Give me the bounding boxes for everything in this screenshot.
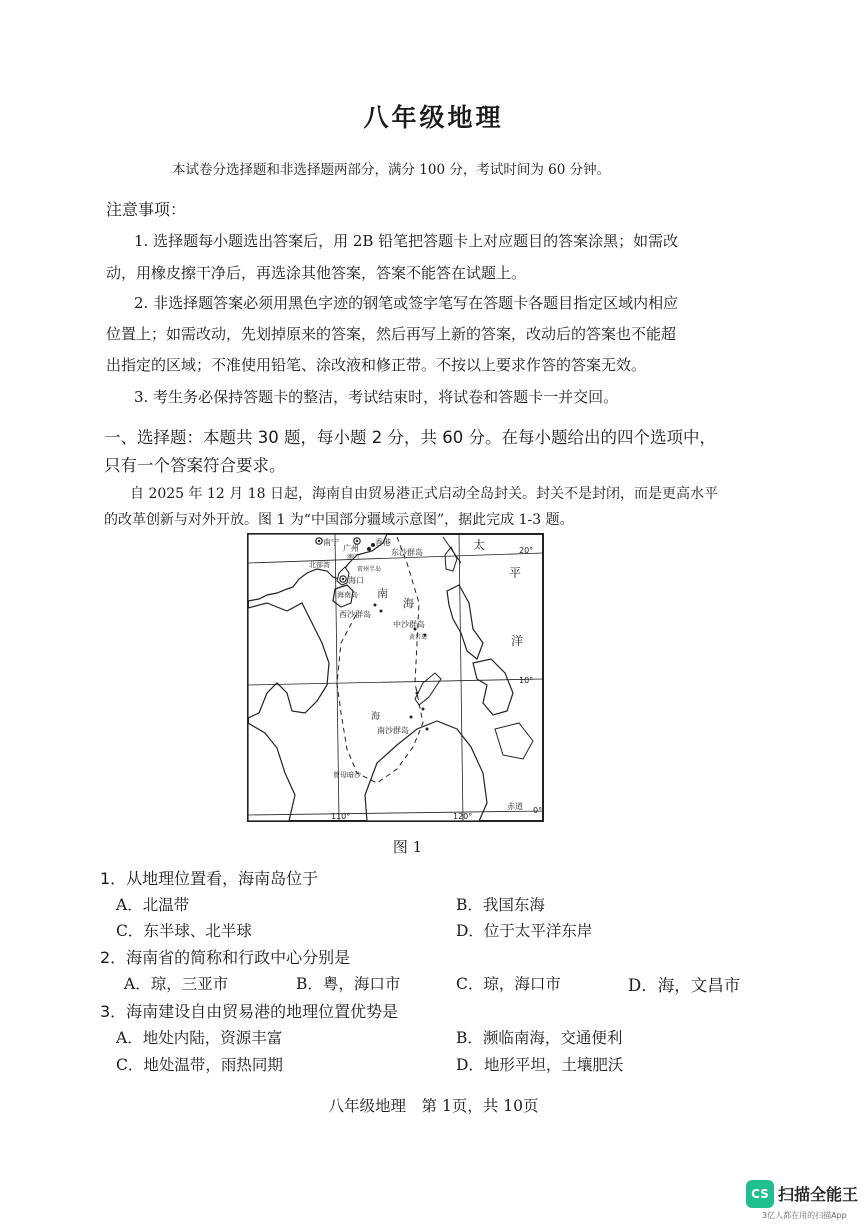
- map-label: 广州: [343, 544, 359, 553]
- page-title: 八年级地理: [363, 103, 504, 132]
- map-label: 120°: [453, 812, 473, 821]
- question-option: D．海，文昌市: [628, 976, 741, 995]
- map-label: 西沙群岛: [339, 610, 371, 619]
- watermark-name: 扫描全能王: [778, 1185, 859, 1204]
- notice-line: 动，用橡皮擦干净后，再选涂其他答案，答案不能答在试题上。: [106, 264, 527, 282]
- map-label: 洋: [511, 634, 524, 648]
- map-label: 海: [371, 712, 381, 722]
- question-option: C．东半球、北半球: [116, 922, 252, 940]
- watermark-subtitle: 3亿人都在用的扫描App: [762, 1211, 847, 1220]
- map-label: 北部湾: [309, 561, 330, 569]
- map-label: 海: [403, 597, 414, 610]
- question-option: C．琼，海口市: [456, 975, 561, 993]
- notice-line: 位置上；如需改动，先划掉原来的答案，然后再写上新的答案，改动后的答案也不能超: [106, 325, 677, 343]
- map-label: 东沙群岛: [391, 548, 423, 557]
- section-heading: 只有一个答案符合要求。: [104, 456, 286, 475]
- context-text: 自 2025 年 12 月 18 日起，海南自由贸易港正式启动全岛封关。封关不是封闭，而是更高水平: [130, 486, 718, 502]
- notice-heading: 注意事项：: [106, 200, 187, 219]
- map-label: 20°: [519, 546, 534, 555]
- question-option: D．位于太平洋东岸: [456, 922, 593, 940]
- map-label: 10°: [519, 676, 534, 685]
- notice-line: 3. 考生务必保持答题卡的整洁，考试结束时，将试卷和答题卡一并交回。: [134, 388, 619, 406]
- section-heading: 一、选择题：本题共 30 题，每小题 2 分，共 60 分。在每小题给出的四个选项中，: [104, 428, 716, 447]
- question-option: B．我国东海: [456, 896, 545, 914]
- map-label: 赤道: [507, 802, 523, 811]
- question-option: C．地处温带，雨热同期: [116, 1056, 283, 1074]
- map-label: 0°: [533, 806, 543, 815]
- question-option: B．粤，海口市: [296, 975, 401, 993]
- question-option: D．地形平坦，土壤肥沃: [456, 1056, 624, 1074]
- question-stem: 1．从地理位置看，海南岛位于: [100, 869, 319, 888]
- map-label: 海口: [348, 576, 364, 585]
- question-option: A．琼，三亚市: [124, 975, 229, 993]
- map-caption: 图 1: [392, 838, 423, 856]
- page-footer: 八年级地理 第 1页，共 10页: [328, 1097, 539, 1115]
- map-label: 黄岩岛: [409, 634, 428, 641]
- map-label: 澳门: [347, 554, 360, 561]
- map-label: 南: [377, 587, 388, 600]
- map-label: 雷州半岛: [357, 566, 382, 573]
- question-stem: 3．海南建设自由贸易港的地理位置优势是: [100, 1002, 399, 1021]
- map-figure: [247, 533, 544, 822]
- map-label: 海南岛: [337, 591, 358, 599]
- exam-intro: 本试卷分选择题和非选择题两部分，满分 100 分，考试时间为 60 分钟。: [172, 162, 611, 178]
- question-option: A．北温带: [116, 896, 190, 914]
- map-label: 平: [509, 566, 522, 580]
- notice-line: 1. 选择题每小题选出答案后，用 2B 铅笔把答题卡上对应题目的答案涂黑；如需改: [134, 232, 679, 250]
- map-label: 太: [473, 538, 486, 552]
- scanner-watermark: [746, 1176, 859, 1222]
- question-option: B．濒临南海，交通便利: [456, 1029, 623, 1047]
- question-option: A．地处内陆，资源丰富: [116, 1029, 283, 1047]
- map-label: 中沙群岛: [393, 620, 425, 629]
- map-label: 曾母暗沙: [333, 771, 361, 779]
- context-text: 的改革创新与对外开放。图 1 为“中国部分疆域示意图”，据此完成 1-3 题。: [104, 512, 574, 528]
- map-label: 南宁: [323, 538, 339, 547]
- camscanner-logo-icon: CS: [746, 1180, 774, 1208]
- map-label: 110°: [331, 812, 351, 821]
- notice-line: 2. 非选择题答案必须用黑色字迹的钢笔或签字笔写在答题卡各题目指定区域内相应: [134, 294, 679, 312]
- question-stem: 2．海南省的简称和行政中心分别是: [100, 948, 351, 967]
- map-label: 南沙群岛: [377, 726, 409, 735]
- map-label: 香港: [375, 538, 391, 547]
- notice-line: 出指定的区域；不准使用铅笔、涂改液和修正带。不按以上要求作答的答案无效。: [106, 356, 647, 374]
